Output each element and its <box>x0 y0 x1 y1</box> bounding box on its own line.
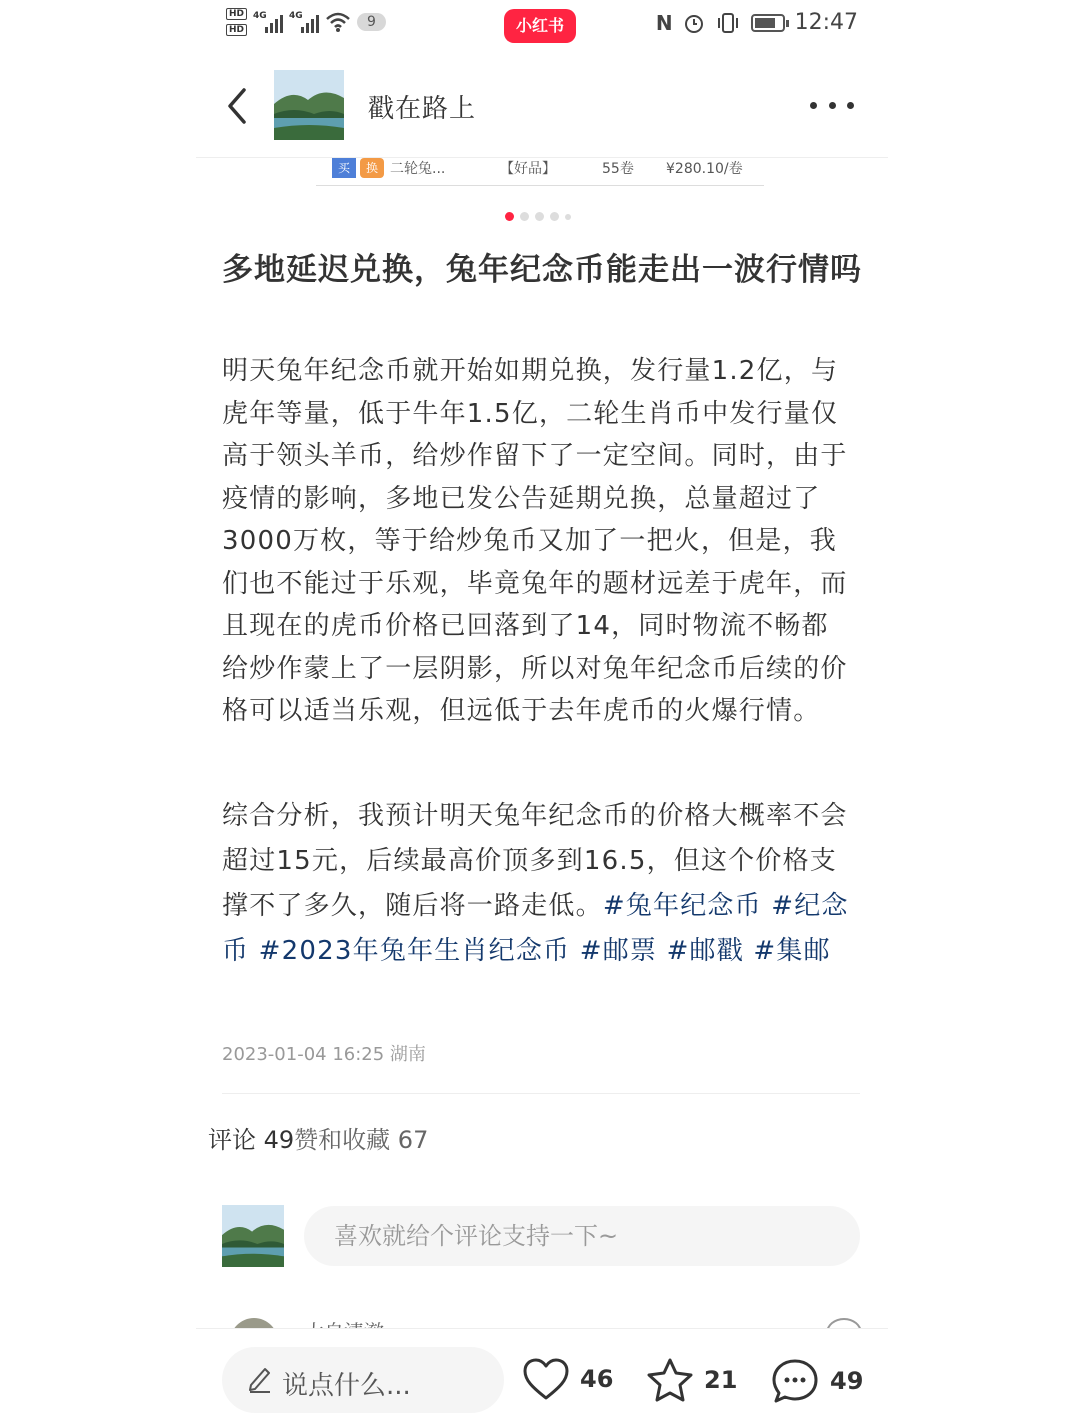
post-title: 多地延迟兑换，兔年纪念币能走出一波行情吗 <box>222 252 862 288</box>
hd-indicator <box>226 8 247 36</box>
hd-label-1: HD <box>226 8 247 20</box>
hashtag-link[interactable]: #2023年兔年生肖纪念币 <box>258 936 571 966</box>
post-image-strip[interactable] <box>316 156 764 186</box>
notification-count-badge: 9 <box>357 13 386 31</box>
battery-icon <box>751 14 785 32</box>
hd-label-2: HD <box>226 24 247 36</box>
wifi-icon <box>325 11 351 33</box>
buy-tag: 买 <box>332 158 356 178</box>
heart-icon <box>522 1357 570 1401</box>
hashtag-link[interactable]: #兔年纪念币 <box>602 891 762 921</box>
nfc-icon: N <box>655 10 673 35</box>
strip-volume: 55卷 <box>602 161 634 177</box>
strip-price: ¥280.10/卷 <box>666 161 743 177</box>
carousel-dot-active <box>505 212 514 221</box>
more-options-icon[interactable] <box>810 98 854 112</box>
post-body-paragraph-2 <box>222 794 852 974</box>
carousel-dot <box>535 212 544 221</box>
back-arrow-icon[interactable] <box>222 86 252 126</box>
clock-time: 12:47 <box>794 10 858 35</box>
pen-icon <box>246 1363 274 1393</box>
status-bar <box>0 0 1080 60</box>
star-icon <box>646 1357 694 1403</box>
say-something-input[interactable] <box>222 1347 504 1413</box>
signal-icon-2 <box>289 11 319 33</box>
say-something-placeholder: 说点什么... <box>282 1371 411 1401</box>
divider <box>222 1093 860 1094</box>
comment-bubble-icon <box>770 1357 820 1405</box>
exchange-tag: 换 <box>360 158 384 178</box>
xiaohongshu-logo: 小红书 <box>504 9 576 43</box>
comment-count: 49 <box>830 1367 864 1395</box>
strip-quality: 【好品】 <box>500 161 556 177</box>
collect-count: 21 <box>704 1366 738 1394</box>
hashtag-link[interactable]: #邮戳 <box>666 936 744 966</box>
likes-collections-label: 赞和收藏 67 <box>294 1126 429 1154</box>
hashtag-link[interactable]: #集邮 <box>753 936 831 966</box>
alarm-icon <box>683 12 705 34</box>
post-meta-date-location: 2023-01-04 16:25 湖南 <box>222 1044 426 1065</box>
author-name[interactable]: 戳在路上 <box>368 94 477 124</box>
post-body-text-2: 综合分析，我预计明天兔年纪念币的价格大概率不会超过15元，后续最高价顶多到16.5，但这个价格支撑不了多久，随后将一路走低。 <box>222 801 848 921</box>
comment-item-peek <box>222 1312 862 1328</box>
comment-button[interactable] <box>770 1357 863 1405</box>
vibrate-icon <box>715 12 741 34</box>
post-body-paragraph-1: 明天兔年纪念币就开始如期兑换，发行量1.2亿，与虎年等量，低于牛年1.5亿，二轮生肖币中发行量仅高于领头羊币，给炒作留下了一定空间。同时，由于疫情的影响，多地已发公告延期兑换，总量超过了3000万枚，等于给炒兔币又加了一把火，但是，我们也不能过于乐观，毕竟兔年的题材远差于虎年，而且现在的虎币价格已回落到了14，同时物流不畅都给炒作蒙上了一层阴影，所以对兔年纪念币后续的价格可以适当乐观，但远低于去年虎币的火爆行情。 <box>222 356 848 726</box>
carousel-dot <box>520 212 529 221</box>
like-button[interactable] <box>522 1357 613 1401</box>
carousel-indicator <box>505 212 571 221</box>
user-avatar <box>222 1205 284 1267</box>
comments-count-label: 评论 49 <box>208 1126 295 1154</box>
status-left <box>226 8 386 36</box>
carousel-dot <box>565 214 571 220</box>
network-type-label: 4G <box>253 11 267 21</box>
author-avatar[interactable] <box>274 70 344 140</box>
hashtag-link[interactable]: #邮票 <box>579 936 658 966</box>
bottom-action-bar <box>196 1328 888 1409</box>
carousel-dot <box>550 212 559 221</box>
strip-item: 二轮兔... <box>390 161 446 177</box>
comment-composer <box>222 1205 862 1267</box>
network-type-label-2: 4G <box>289 11 303 21</box>
like-count: 46 <box>580 1365 614 1393</box>
collect-button[interactable] <box>646 1357 737 1403</box>
signal-icon <box>253 11 283 33</box>
status-right <box>656 10 858 35</box>
post-stats <box>208 1120 428 1155</box>
hashtag-link[interactable]: #纪念币 <box>222 891 849 966</box>
post-header <box>196 60 888 158</box>
comment-input[interactable]: 喜欢就给个评论支持一下~ <box>304 1206 860 1266</box>
